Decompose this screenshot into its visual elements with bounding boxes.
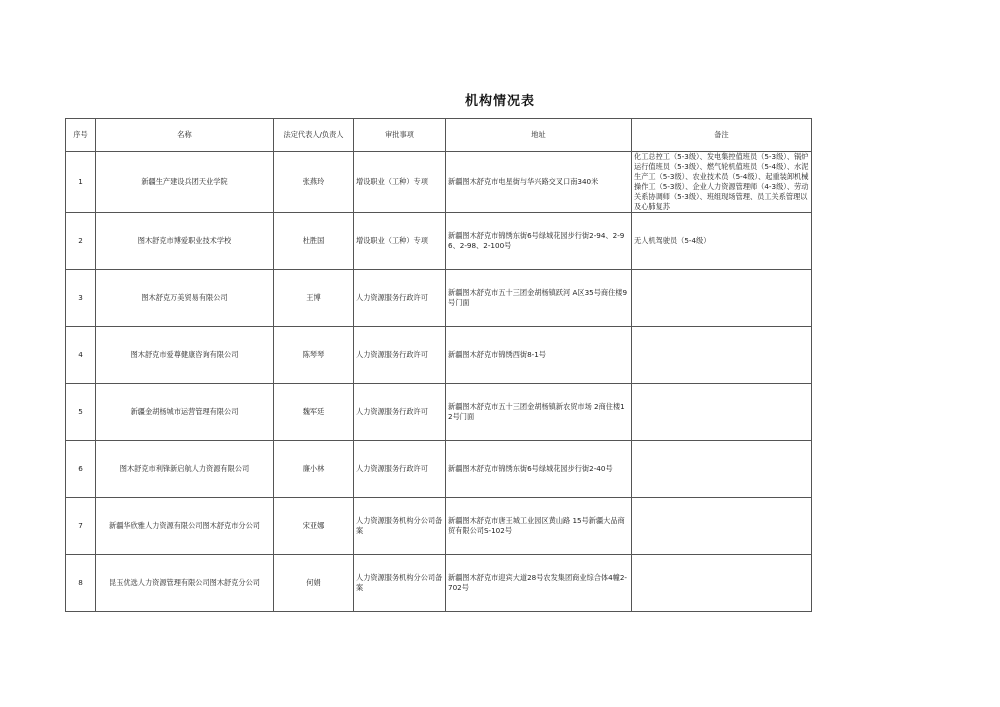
row-name: 图木舒克市博爱职业技术学校 bbox=[96, 213, 274, 270]
header-type: 审批事项 bbox=[354, 119, 446, 152]
row-type: 人力资源服务行政许可 bbox=[354, 441, 446, 498]
row-rep: 陈琴琴 bbox=[274, 327, 354, 384]
row-addr: 新疆图木舒克市迎宾大道28号农发集团商业综合体4幢2-702号 bbox=[446, 555, 632, 612]
header-notes: 备注 bbox=[632, 119, 812, 152]
row-notes bbox=[632, 498, 812, 555]
row-type: 人力资源服务机构分公司备案 bbox=[354, 555, 446, 612]
row-notes bbox=[632, 441, 812, 498]
page-title: 机构情况表 bbox=[464, 94, 535, 109]
row-rep: 何娟 bbox=[274, 555, 354, 612]
table-row bbox=[66, 498, 812, 555]
header-name: 名称 bbox=[96, 119, 274, 152]
row-rep: 廉小林 bbox=[274, 441, 354, 498]
row-notes: 化工总控工（5-3级）、发电集控值班员（5-3级）、锅炉运行值班员（5-3级）、燃气轮机值班员（5-4级）、水泥生产工（5-3级）、农业技术员（5-4级）、起重装卸机械操作工（5-3级）、企业人力资源管理师（4-3级）、劳动关系协调师（5-3级）、班组现场管理、员工关系管理以及心肺复苏 bbox=[632, 152, 812, 213]
row-index: 8 bbox=[66, 555, 96, 612]
header-rep: 法定代表人/负责人 bbox=[274, 119, 354, 152]
table-row bbox=[66, 152, 812, 213]
row-notes bbox=[632, 270, 812, 327]
row-addr: 新疆图木舒克市锦绣西街8-1号 bbox=[446, 327, 632, 384]
row-notes bbox=[632, 384, 812, 441]
row-rep: 杜胜国 bbox=[274, 213, 354, 270]
header-addr: 地址 bbox=[446, 119, 632, 152]
row-name: 图木舒克万美贸易有限公司 bbox=[96, 270, 274, 327]
header-index: 序号 bbox=[66, 119, 96, 152]
row-type: 人力资源服务机构分公司备案 bbox=[354, 498, 446, 555]
row-index: 3 bbox=[66, 270, 96, 327]
table-row bbox=[66, 441, 812, 498]
row-name: 新疆生产建设兵团天业学院 bbox=[96, 152, 274, 213]
row-notes bbox=[632, 555, 812, 612]
row-addr: 新疆图木舒克市五十三团金胡杨镇新农贸市场 2商住楼12号门面 bbox=[446, 384, 632, 441]
table-row bbox=[66, 270, 812, 327]
row-rep: 张燕玲 bbox=[274, 152, 354, 213]
row-addr: 新疆图木舒克市锦绣东街6号绿城花园步行街2-94、2-96、2-98、2-100号 bbox=[446, 213, 632, 270]
row-index: 2 bbox=[66, 213, 96, 270]
row-type: 增设职业（工种）专项 bbox=[354, 213, 446, 270]
table-row bbox=[66, 213, 812, 270]
row-addr: 新疆图木舒克市锦绣东街6号绿城花园步行街2-40号 bbox=[446, 441, 632, 498]
row-name: 新疆金胡杨城市运营管理有限公司 bbox=[96, 384, 274, 441]
table-row bbox=[66, 327, 812, 384]
row-type: 人力资源服务行政许可 bbox=[354, 384, 446, 441]
row-type: 人力资源服务行政许可 bbox=[354, 270, 446, 327]
row-rep: 王博 bbox=[274, 270, 354, 327]
row-notes bbox=[632, 327, 812, 384]
row-name: 图木舒克市利锋新启航人力资源有限公司 bbox=[96, 441, 274, 498]
row-index: 5 bbox=[66, 384, 96, 441]
table-row bbox=[66, 555, 812, 612]
row-index: 7 bbox=[66, 498, 96, 555]
row-index: 1 bbox=[66, 152, 96, 213]
row-rep: 魏军廷 bbox=[274, 384, 354, 441]
row-index: 4 bbox=[66, 327, 96, 384]
row-name: 图木舒克市爱尊健康咨询有限公司 bbox=[96, 327, 274, 384]
row-notes: 无人机驾驶员（5-4级） bbox=[632, 213, 812, 270]
row-index: 6 bbox=[66, 441, 96, 498]
table-row bbox=[66, 384, 812, 441]
row-type: 人力资源服务行政许可 bbox=[354, 327, 446, 384]
row-addr: 新疆图木舒克市五十三团金胡杨镇跃河 A区35号商住楼9号门面 bbox=[446, 270, 632, 327]
row-addr: 新疆图木舒克市唐王城工业园区黄山路 15号新疆大品商贸有限公司S-102号 bbox=[446, 498, 632, 555]
row-addr: 新疆图木舒克市电星街与华兴路交叉口南340米 bbox=[446, 152, 632, 213]
row-name: 新疆华欣雅人力资源有限公司图木舒克市分公司 bbox=[96, 498, 274, 555]
row-name: 昆玉优选人力资源管理有限公司图木舒克分公司 bbox=[96, 555, 274, 612]
row-type: 增设职业（工种）专项 bbox=[354, 152, 446, 213]
institution-table bbox=[65, 118, 812, 612]
row-rep: 宋亚娜 bbox=[274, 498, 354, 555]
header-row bbox=[66, 119, 812, 152]
